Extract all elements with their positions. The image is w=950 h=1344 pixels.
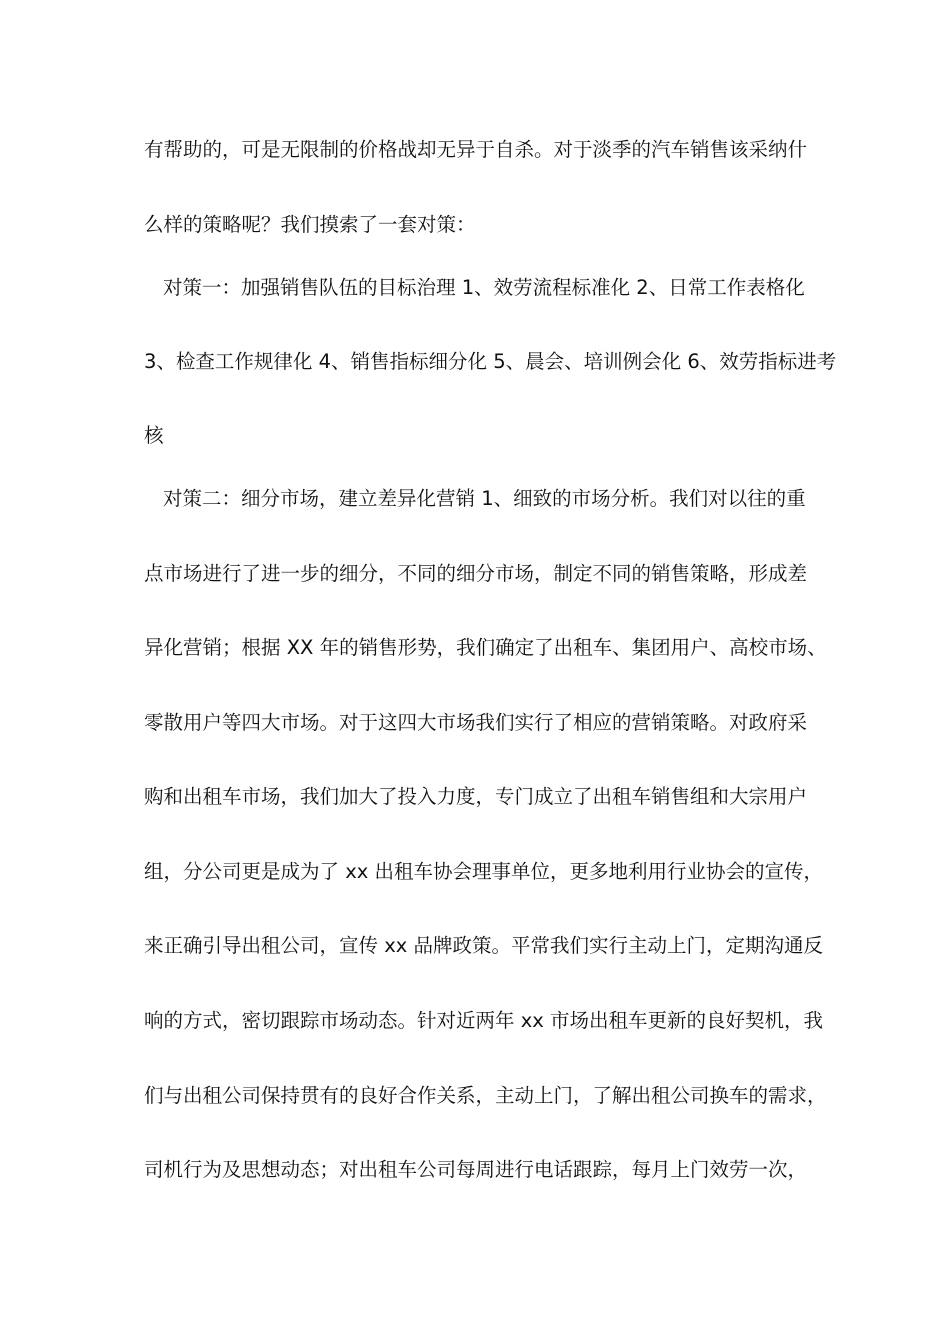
text-line-15: 司机行为及思想动态；对出租车公司每周进行电话跟踪，每月上门效劳一次，	[144, 1158, 808, 1181]
text-line-14: 们与出租公司保持贯有的良好合作关系，主动上门，了解出租公司换车的需求，	[144, 1084, 827, 1107]
text-line-4: 3、检查工作规律化 4、销售指标细分化 5、晨会、培训例会化 6、效劳指标进考	[144, 350, 837, 373]
text-line-1: 有帮助的，可是无限制的价格战却无异于自杀。对于淡季的汽车销售该采纳什	[144, 138, 808, 161]
text-line-7: 点市场进行了进一步的细分，不同的细分市场，制定不同的销售策略，形成差	[144, 562, 808, 585]
text-line-13: 响的方式，密切跟踪市场动态。针对近两年 xx 市场出租车更新的良好契机，我	[144, 1009, 823, 1032]
text-line-11: 组，分公司更是成为了 xx 出租车协会理事单位，更多地利用行业协会的宣传，	[144, 860, 823, 883]
text-line-8: 异化营销；根据 XX 年的销售形势，我们确定了出租车、集团用户、高校市场、	[144, 636, 827, 659]
text-line-9: 零散用户等四大市场。对于这四大市场我们实行了相应的营销策略。对政府采	[144, 711, 808, 734]
text-line-3: 对策一：加强销售队伍的目标治理 1、效劳流程标准化 2、日常工作表格化	[163, 276, 805, 299]
text-line-6: 对策二：细分市场，建立差异化营销 1、细致的市场分析。我们对以往的重	[163, 487, 806, 510]
text-line-2: 么样的策略呢？我们摸索了一套对策：	[144, 213, 476, 236]
text-line-5: 核	[144, 424, 164, 447]
text-line-10: 购和出租车市场，我们加大了投入力度，专门成立了出租车销售组和大宗用户	[144, 785, 808, 808]
text-line-12: 来正确引导出租公司，宣传 xx 品牌政策。平常我们实行主动上门，定期沟通反	[144, 934, 823, 957]
